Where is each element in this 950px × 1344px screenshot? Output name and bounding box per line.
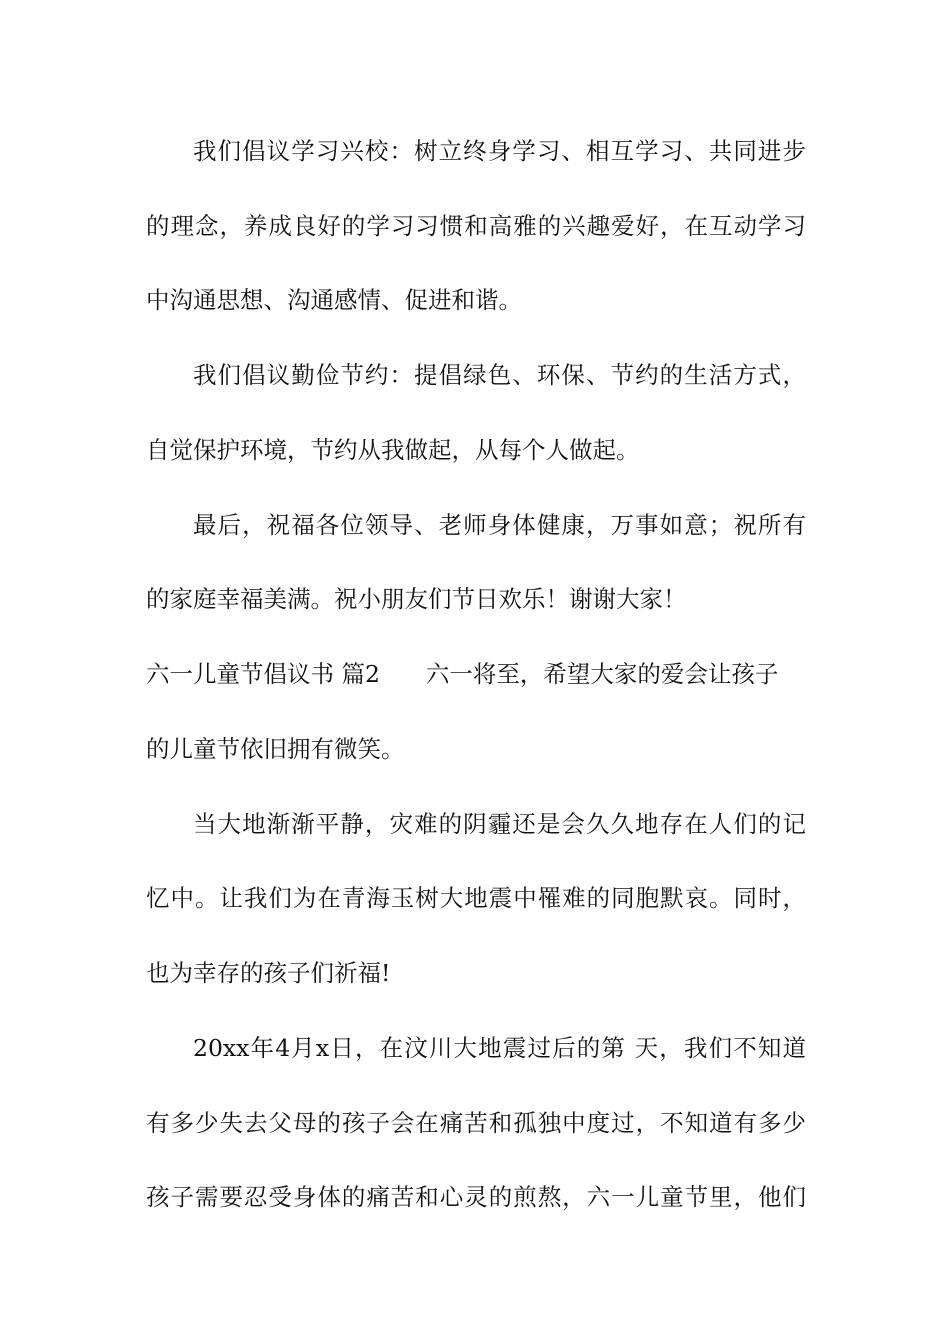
section-heading-line	[146, 656, 806, 692]
text-line-6: 最后，祝福各位领导、老师身体健康，万事如意；祝所有	[193, 511, 806, 539]
text-line-1: 我们倡议学习兴校：树立终身学习、相互学习、共同进步	[193, 137, 806, 165]
text-line-12: 忆中。让我们为在青海玉树大地震中罹难的同胞默哀。同时，	[146, 884, 806, 912]
text-line-3: 中沟通思想、沟通感情、促进和谐。	[146, 286, 522, 314]
text-line-11: 当大地渐渐平静，灾难的阴霾还是会久久地存在人们的记	[193, 810, 806, 838]
section-heading: 六一儿童节倡议书 篇2	[146, 660, 380, 688]
text-line-14: 20xx年4月x日，在汶川大地震过后的第 天，我们不知道	[193, 1034, 806, 1062]
text-line-5: 自觉保护环境，节约从我做起，从每个人做起。	[146, 436, 640, 464]
text-line-13: 也为幸存的孩子们祈福!	[146, 959, 391, 987]
text-line-10: 的儿童节依旧拥有微笑。	[146, 735, 405, 763]
text-line-2: 的理念，养成良好的学习习惯和高雅的兴趣爱好，在互动学习	[146, 212, 806, 240]
text-line-7: 的家庭幸福美满。祝小朋友们节日欢乐！谢谢大家！	[146, 585, 687, 613]
text-line-4: 我们倡议勤俭节约：提倡绿色、环保、节约的生活方式，	[193, 361, 806, 389]
section-intro-text: 六一将至，希望大家的爱会让孩子	[425, 660, 779, 688]
text-line-16: 孩子需要忍受身体的痛苦和心灵的煎熬，六一儿童节里，他们	[146, 1183, 806, 1211]
text-line-15: 有多少失去父母的孩子会在痛苦和孤独中度过，不知道有多少	[146, 1109, 806, 1137]
